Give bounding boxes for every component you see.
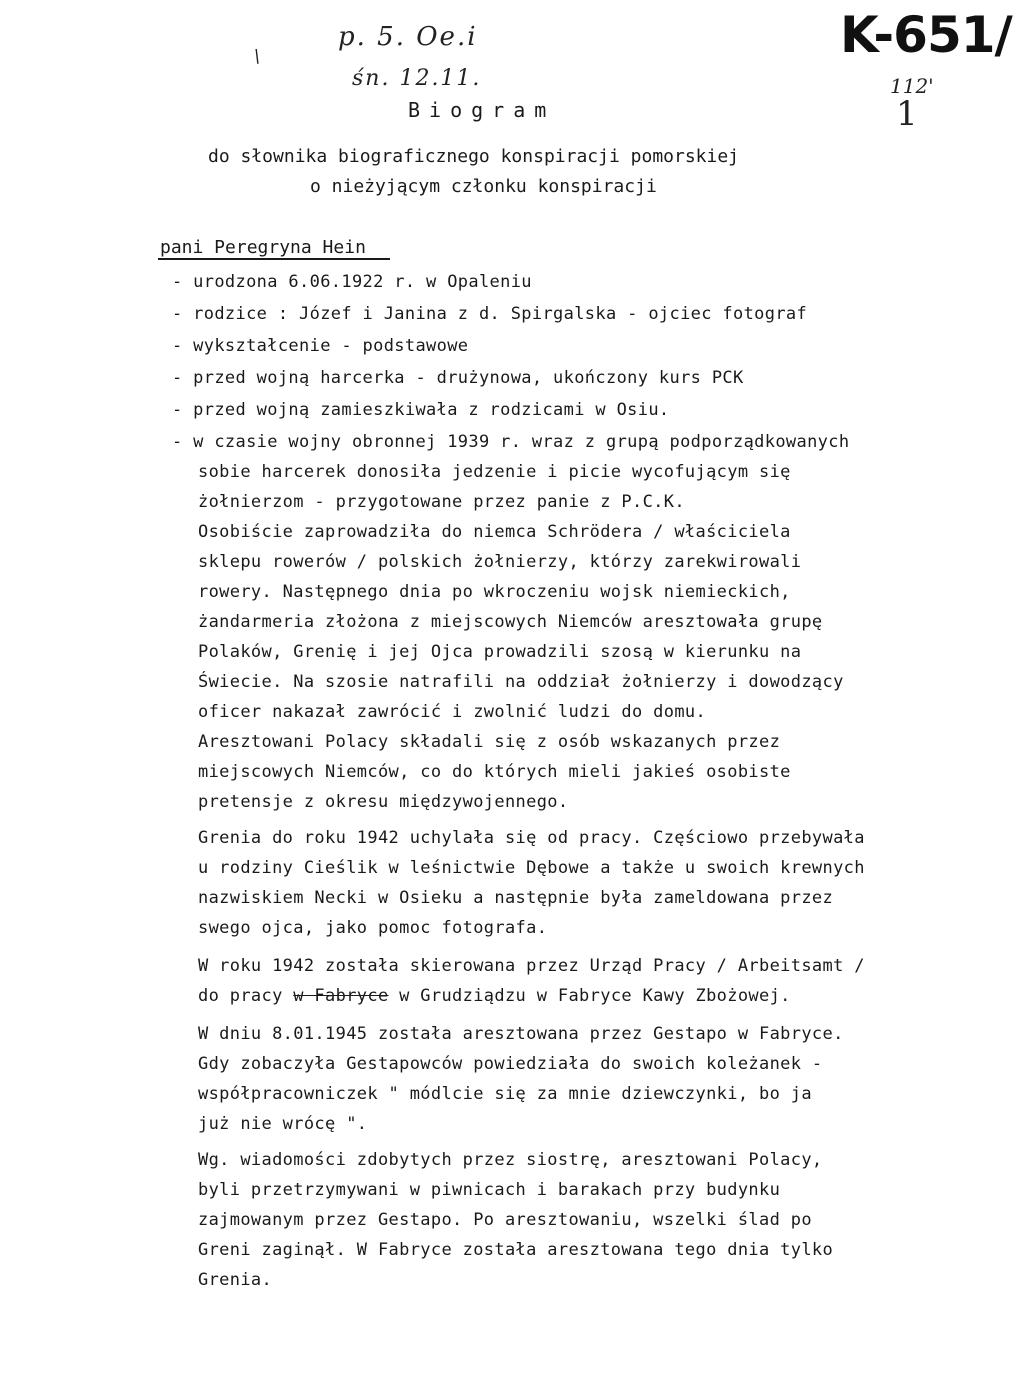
body-line — [172, 432, 849, 452]
body-line-text-continued: w Grudziądzu w Fabryce Kawy Zbożowej. — [388, 986, 791, 1006]
body-line-text: żołnierzom - przygotowane przez panie z P.C.K. — [198, 492, 685, 512]
body-line-text: - urodzona 6.06.1922 r. w Opaleniu — [172, 272, 532, 292]
body-line — [198, 1240, 833, 1260]
body-line — [198, 582, 791, 602]
body-line-text: - przed wojną zamieszkiwała z rodzicami w Osiu. — [172, 400, 670, 420]
body-line — [198, 1270, 272, 1290]
body-line — [198, 642, 801, 662]
handwritten-tick-mark: \ — [254, 46, 261, 67]
body-line-text: zajmowanym przez Gestapo. Po aresztowaniu, wszelki ślad po — [198, 1210, 812, 1230]
body-line-text: sobie harcerek donosiła jedzenie i picie wycofującym się — [198, 462, 791, 482]
body-line — [198, 956, 865, 976]
body-line-text: byli przetrzymywani w piwnicach i barakach przy budynku — [198, 1180, 781, 1200]
body-line-text: - wykształcenie - podstawowe — [172, 336, 469, 356]
body-line-text: Gdy zobaczyła Gestapowców powiedziała do swoich koleżanek - — [198, 1054, 823, 1074]
document-subtitle-line-1: do słownika biograficznego konspiracji pomorskiej — [208, 146, 740, 167]
body-line-text: do pracy — [198, 986, 294, 1006]
body-line — [198, 888, 833, 908]
body-line — [172, 272, 532, 292]
body-line — [198, 1180, 780, 1200]
body-line — [198, 1054, 823, 1074]
body-line-text: pretensje z okresu międzywojennego. — [198, 792, 569, 812]
struck-out-text: w Fabryce — [293, 986, 389, 1006]
body-line — [198, 1084, 812, 1104]
body-line-text: - rodzice : Józef i Janina z d. Spirgalska - ojciec fotograf — [172, 304, 808, 324]
body-line — [198, 858, 865, 878]
body-line — [198, 1114, 367, 1134]
body-line-text: Polaków, Grenię i jej Ojca prowadzili szosą w kierunku na — [198, 642, 802, 662]
person-name-underline — [158, 258, 390, 260]
body-line — [198, 732, 780, 752]
body-line-text: rowery. Następnego dnia po wkroczeniu wojsk niemieckich, — [198, 582, 791, 602]
body-line-text: Osobiście zaprowadziła do niemca Schrödera / właściciela — [198, 522, 791, 542]
body-line — [198, 492, 685, 512]
body-line-text: miejscowych Niemców, co do których mieli jakieś osobiste — [198, 762, 791, 782]
body-line-text: Greni zaginął. W Fabryce została aresztowana tego dnia tylko — [198, 1240, 834, 1260]
body-line — [198, 552, 801, 572]
page-reference: 112' — [890, 74, 934, 98]
body-line — [198, 462, 791, 482]
page-number: 1 — [896, 94, 918, 134]
body-line-text: Grenia. — [198, 1270, 273, 1290]
body-line — [198, 522, 791, 542]
body-line — [198, 792, 568, 812]
body-line — [172, 368, 744, 388]
person-name: pani Peregryna Hein — [160, 237, 366, 258]
body-line — [198, 828, 865, 848]
document-subtitle-line-2: o nieżyjącym członku konspiracji — [310, 176, 657, 197]
body-line-text: żandarmeria złożona z miejscowych Niemców aresztowała grupę — [198, 612, 823, 632]
body-line-text: W roku 1942 została skierowana przez Urząd Pracy / Arbeitsamt / — [198, 956, 865, 976]
body-line-text: Aresztowani Polacy składali się z osób wskazanych przez — [198, 732, 781, 752]
body-line — [198, 702, 706, 722]
handwritten-note-top: p. 5. Oe.i — [338, 22, 478, 52]
body-line-text: - w czasie wojny obronnej 1939 r. wraz z grupą podporządkowanych — [172, 432, 850, 452]
body-line — [198, 1024, 844, 1044]
body-line-text: sklepu rowerów / polskich żołnierzy, którzy zarekwirowali — [198, 552, 802, 572]
body-line-text: - przed wojną harcerka - drużynowa, ukończony kurs PCK — [172, 368, 744, 388]
body-line-text: Wg. wiadomości zdobytych przez siostrę, aresztowani Polacy, — [198, 1150, 823, 1170]
body-line — [198, 612, 823, 632]
body-line-text: u rodziny Cieślik w leśnictwie Dębowe a także u swoich krewnych — [198, 858, 865, 878]
body-line — [172, 400, 670, 420]
body-line-text: współpracowniczek " módlcie się za mnie dziewczynki, bo ja — [198, 1084, 812, 1104]
body-line-text: oficer nakazał zawrócić i zwolnić ludzi do domu. — [198, 702, 707, 722]
body-line-text: nazwiskiem Necki w Osieku a następnie była zameldowana przez — [198, 888, 834, 908]
body-line — [198, 672, 844, 692]
body-line — [172, 336, 468, 356]
body-line — [198, 1150, 823, 1170]
body-line — [172, 304, 807, 324]
body-line — [198, 986, 791, 1006]
body-line-text: W dniu 8.01.1945 została aresztowana przez Gestapo w Fabryce. — [198, 1024, 844, 1044]
document-heading: Biogram — [408, 98, 556, 122]
body-line — [198, 918, 547, 938]
body-line-text: swego ojca, jako pomoc fotografa. — [198, 918, 548, 938]
body-line-text: Grenia do roku 1942 uchylała się od pracy. Częściowo przebywała — [198, 828, 865, 848]
catalog-number: K-651/ — [840, 6, 1012, 64]
body-line-text: już nie wrócę ". — [198, 1114, 368, 1134]
body-line — [198, 762, 791, 782]
body-line — [198, 1210, 812, 1230]
handwritten-note-date: śn. 12.11. — [352, 66, 482, 91]
body-line-text: Świecie. Na szosie natrafili na oddział żołnierzy i dowodzący — [198, 672, 844, 692]
